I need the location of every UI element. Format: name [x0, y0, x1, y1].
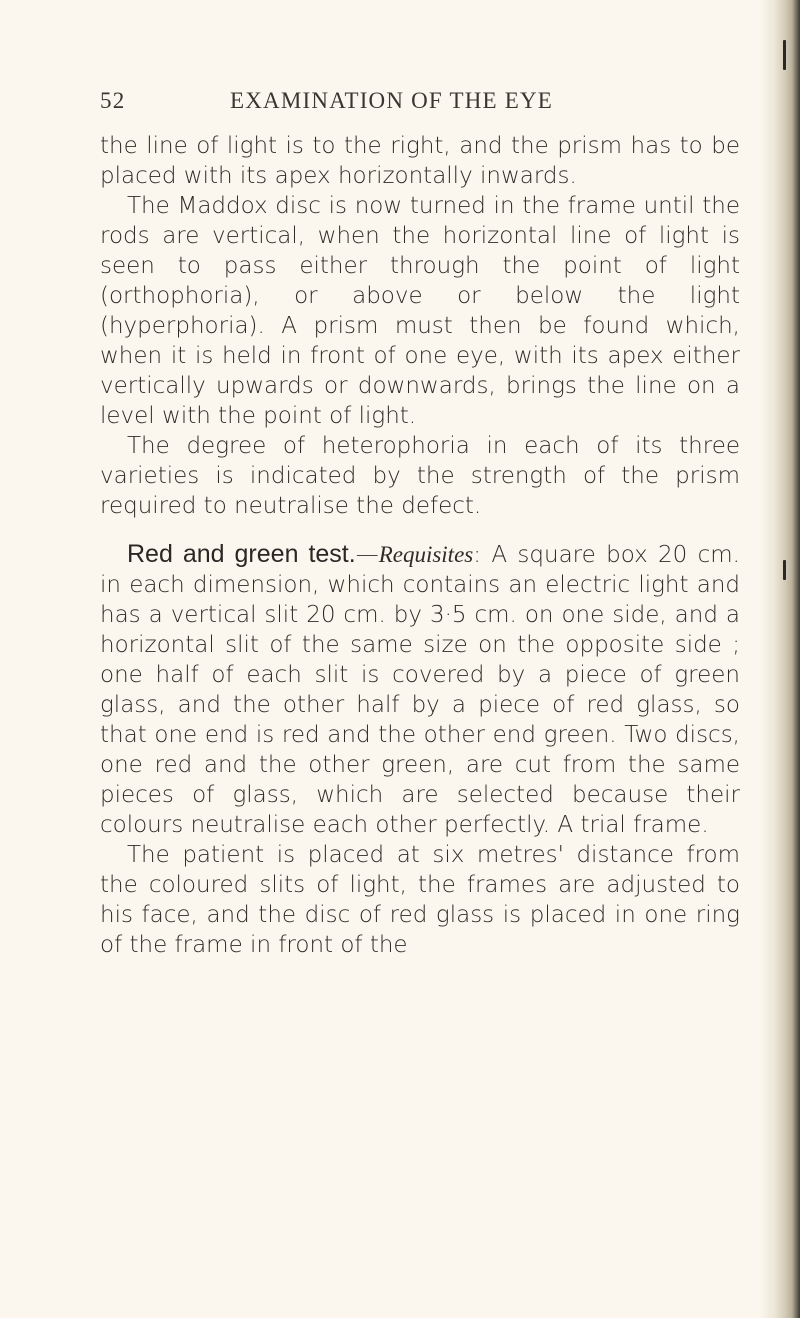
term-colon: :	[473, 542, 481, 568]
paragraph: The Maddox disc is now turned in the frame until the rods are vertical, when the horizontal line of light is seen to pass either through the point of light (orthophoria), or above or below the light (hyperphoria). A prism must then be found which, when it is held in front of one eye, with its apex either vertically upwards or downwards, brings the line on a level with the point of light.	[100, 193, 740, 429]
em-dash: —	[355, 542, 379, 568]
requisites-term: Requisites	[378, 542, 474, 567]
edge-mark	[783, 560, 786, 580]
page-edge-shadow	[760, 0, 800, 1318]
paragraph: the line of light is to the right, and the prism has to be placed with its apex horizontally inwards.	[100, 133, 740, 189]
paragraph: The patient is placed at six metres' distance from the coloured slits of light, the frames are adjusted to his face, and the disc of red glass is placed in one ring of the frame in front of the	[100, 842, 740, 958]
page-number: 52	[100, 88, 126, 113]
section-body: A square box 20 cm. in each dimension, which contains an electric light and has a vertical slit 20 cm. by 3·5 cm. on one side, and a horizontal slit of the same size on the opposite side ; one half of each slit is covered by a piece of green glass, and the other half by a piece of red glass, so that one end is red and the other end green. Two discs, one red and the other green, are cut from the same pieces of glass, which are selected because their colours neutralise each other perfectly. A trial frame.	[100, 542, 740, 838]
edge-mark	[783, 40, 786, 70]
paragraph: The degree of heterophoria in each of its three varieties is indicated by the strength of the prism required to neutralise the defect.	[100, 433, 740, 519]
running-head-title: EXAMINATION OF THE EYE	[230, 88, 554, 113]
section-heading: Red and green test.	[127, 540, 356, 568]
running-head	[100, 88, 720, 114]
body-text	[100, 131, 740, 960]
section-paragraph	[100, 539, 740, 840]
